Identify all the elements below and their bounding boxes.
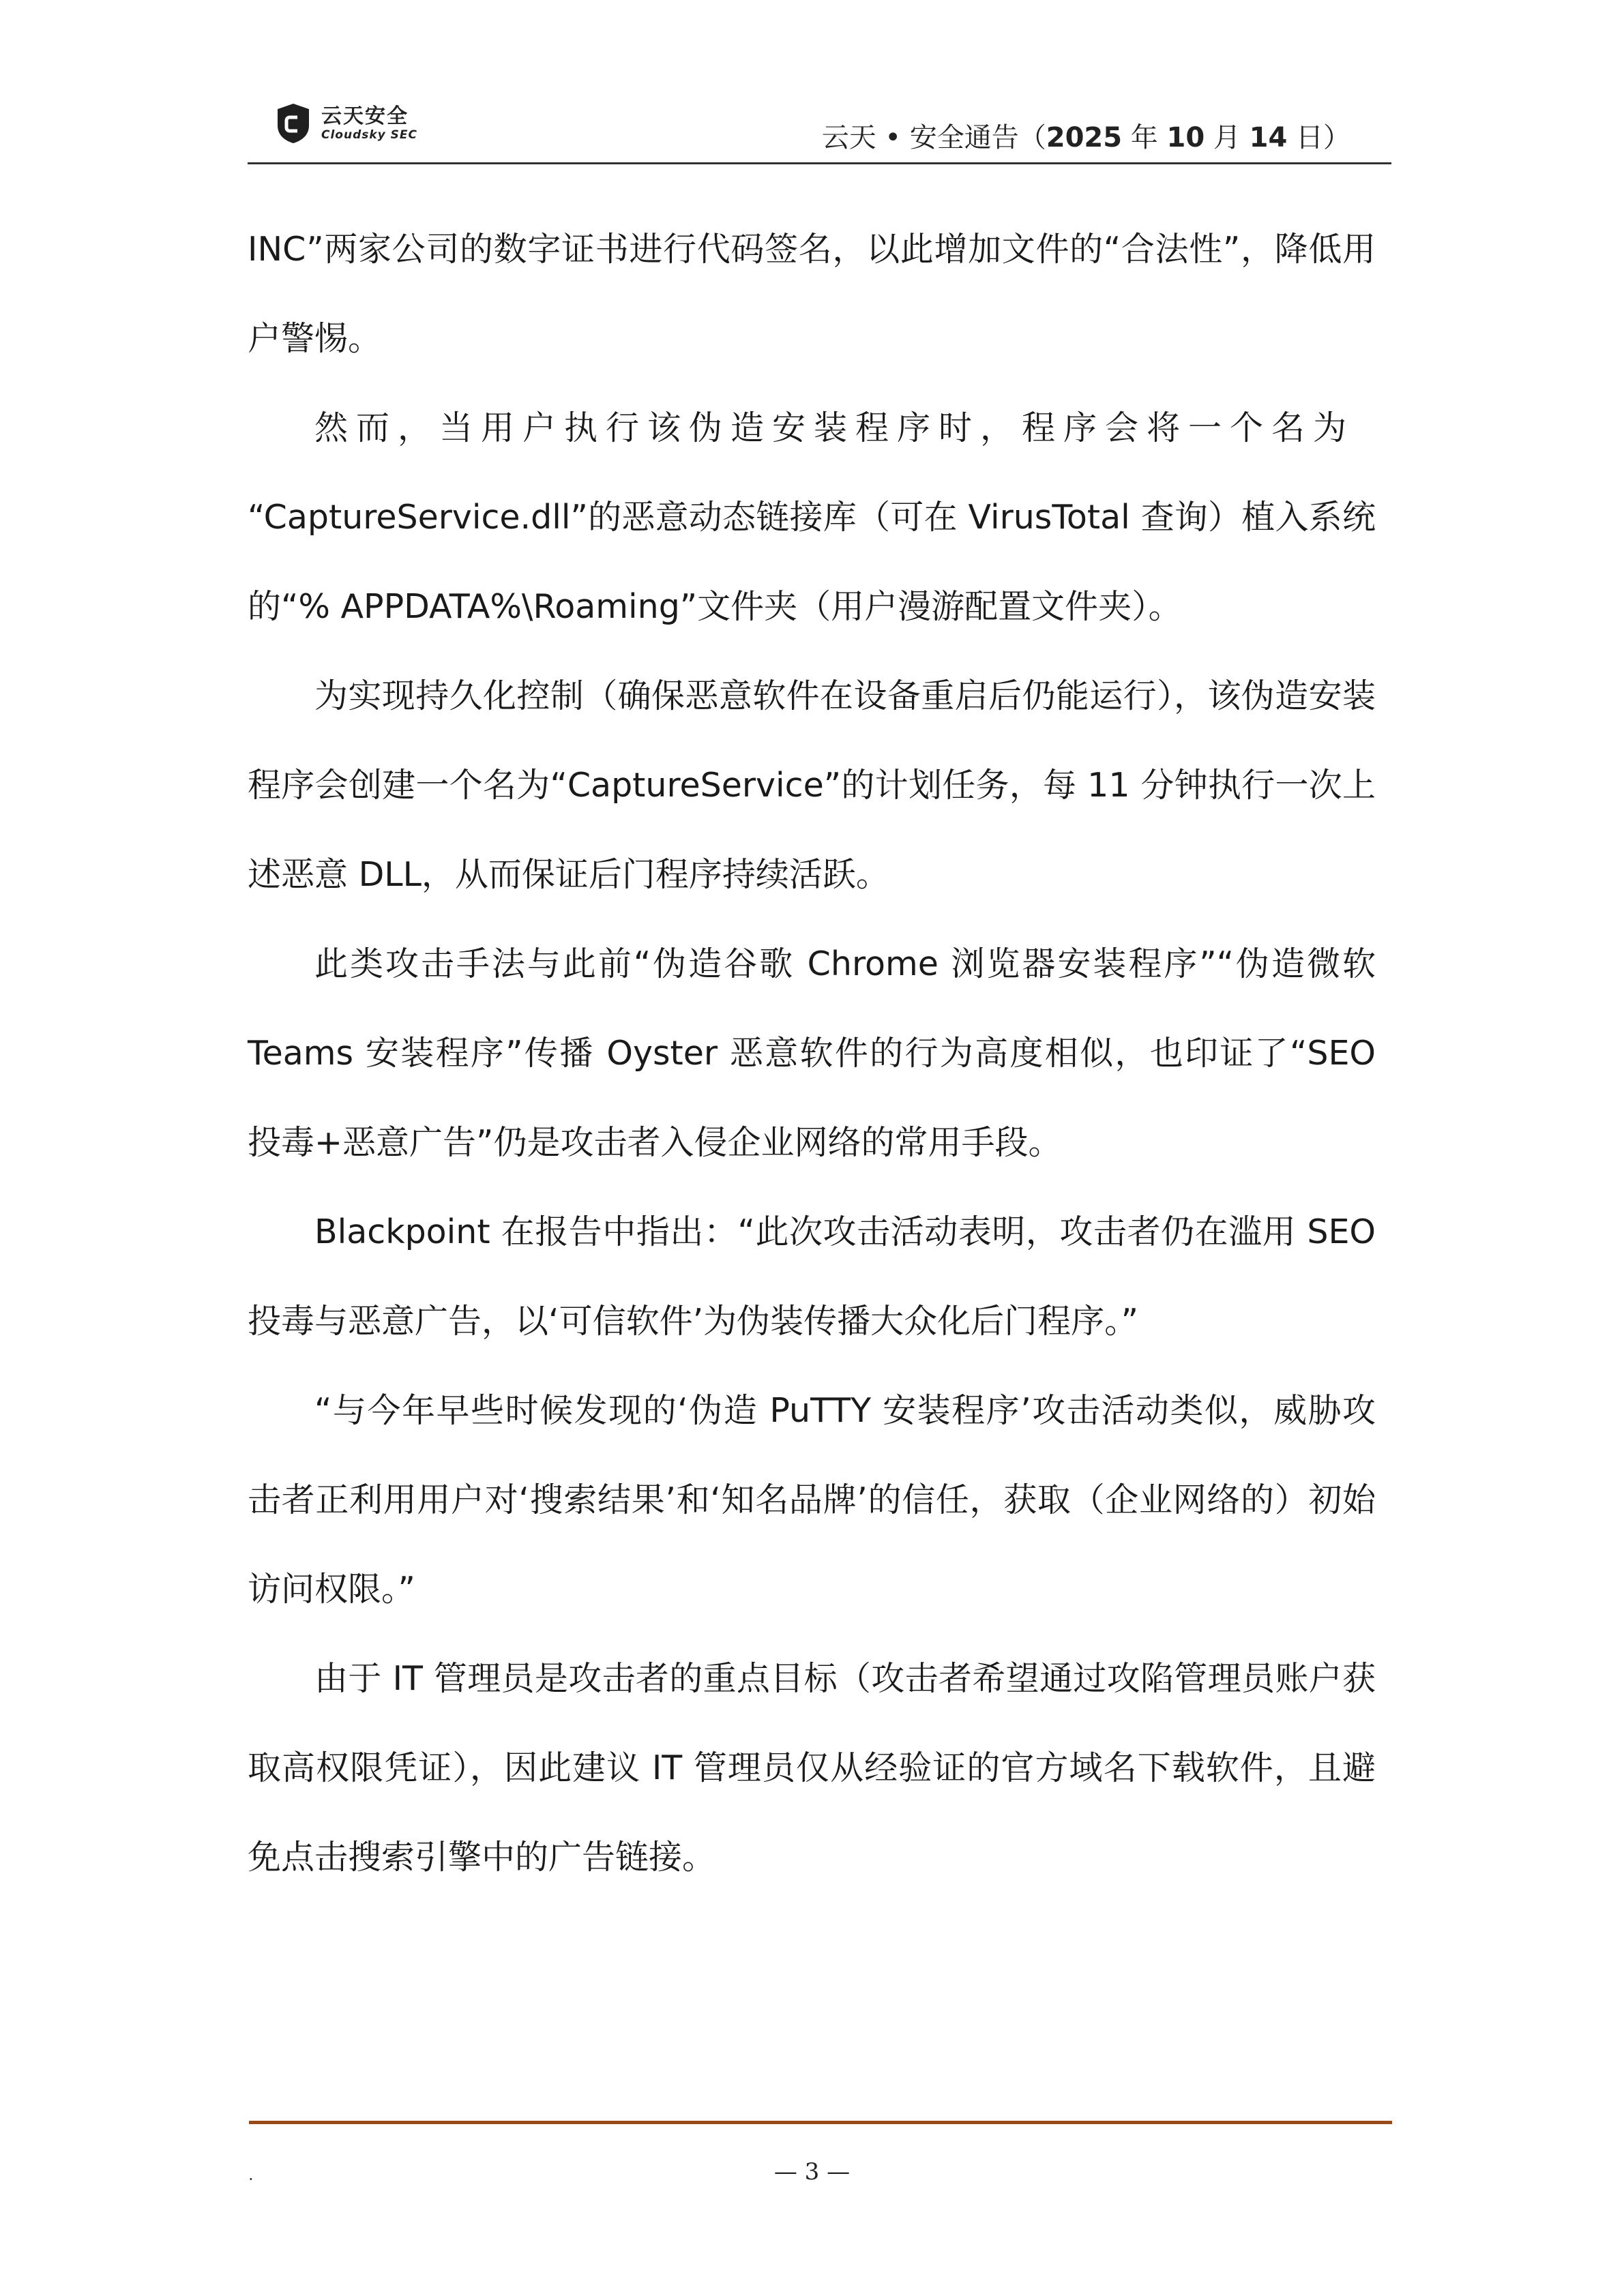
shield-logo-icon	[275, 102, 312, 145]
page-header	[248, 95, 1391, 164]
paragraph: 此类攻击手法与此前“伪造谷歌 Chrome 浏览器安装程序”“伪造微软 Teams 安装程序”传播 Oyster 恶意软件的行为高度相似，也印证了“SEO 投毒+恶意广告”仍是攻击者入侵企业网络的常用手段。	[248, 944, 1376, 1162]
logo-chinese-name: 云天安全	[321, 104, 409, 128]
paragraph: “CaptureService.dll”的恶意动态链接库（可在 VirusTotal 查询）植入系统的“% APPDATA%\Roaming”文件夹（用户漫游配置文件夹）。	[248, 498, 1376, 626]
company-logo	[275, 102, 417, 145]
paragraph: 为实现持久化控制（确保恶意软件在设备重启后仍能运行），该伪造安装程序会创建一个名为“CaptureService”的计划任务，每 11 分钟执行一次上述恶意 DLL，从而保证后门程序持续活跃。	[248, 676, 1376, 894]
page-number: — 3 —	[773, 2158, 851, 2186]
bulletin-title: 云天 • 安全通告（2025 年 10 月 14 日）	[821, 122, 1350, 153]
document-body	[248, 205, 1376, 1902]
footer-dot: .	[248, 2165, 254, 2184]
paragraph: “与今年早些时候发现的‘伪造 PuTTY 安装程序’攻击活动类似，威胁攻击者正利用用户对‘搜索结果’和‘知名品牌’的信任，获取（企业网络的）初始访问权限。”	[248, 1391, 1376, 1609]
header-divider	[248, 162, 1391, 164]
paragraph: 由于 IT 管理员是攻击者的重点目标（攻击者希望通过攻陷管理员账户获取高权限凭证），因此建议 IT 管理员仅从经验证的官方域名下载软件，且避免点击搜索引擎中的广告链接。	[248, 1659, 1376, 1877]
paragraph: INC”两家公司的数字证书进行代码签名，以此增加文件的“合法性”，降低用户警惕。	[248, 230, 1376, 358]
paragraph: 然而，当用户执行该伪造安装程序时，程序会将一个名为	[314, 408, 1355, 447]
footer-divider	[249, 2121, 1392, 2124]
logo-english-name: Cloudsky SEC	[321, 128, 418, 142]
paragraph: Blackpoint 在报告中指出：“此次攻击活动表明，攻击者仍在滥用 SEO 投毒与恶意广告，以‘可信软件’为伪装传播大众化后门程序。”	[248, 1212, 1376, 1341]
